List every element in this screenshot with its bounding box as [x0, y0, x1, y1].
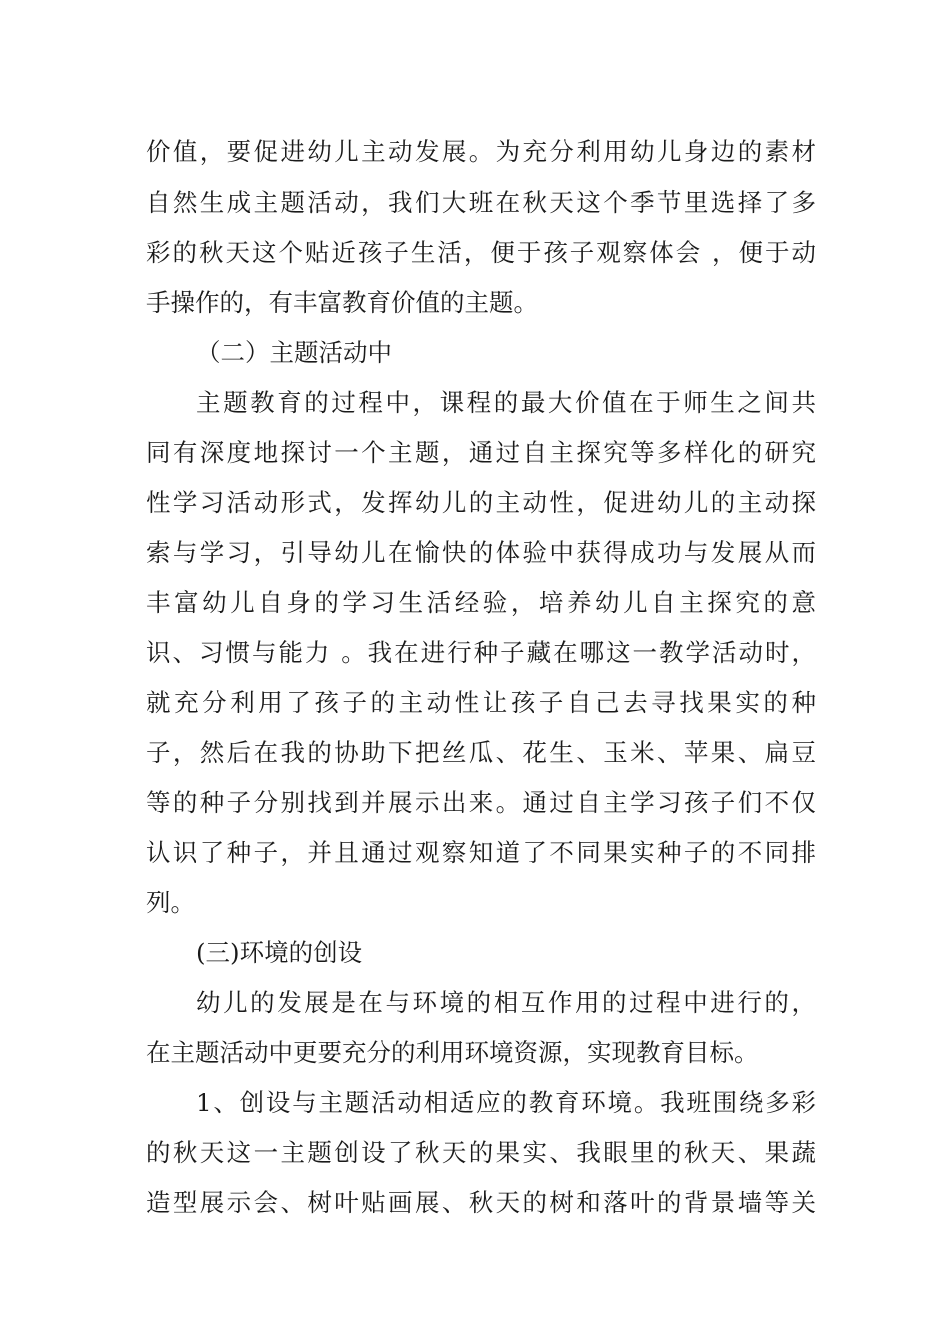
paragraph-line: 造型展示会、树叶贴画展、秋天的树和落叶的背景墙等关	[146, 1188, 816, 1217]
paragraph-line: 主题教育的过程中，课程的最大价值在于师生之间共	[196, 388, 816, 417]
paragraph-line: 索与学习，引导幼儿在愉快的体验中获得成功与发展从而	[146, 538, 816, 567]
section-heading-2: （二）主题活动中	[196, 338, 392, 367]
paragraph-line: 1、创设与主题活动相适应的教育环境。我班围绕多彩	[196, 1088, 816, 1117]
paragraph-line: 等的种子分别找到并展示出来。通过自主学习孩子们不仅	[146, 788, 816, 817]
paragraph-line: 列。	[146, 888, 195, 917]
paragraph-line: 彩的秋天这个贴近孩子生活，便于孩子观察体会 ，便于动	[146, 238, 816, 267]
paragraph-line: 手操作的，有丰富教育价值的主题。	[146, 288, 538, 317]
paragraph-line: 同有深度地探讨一个主题，通过自主探究等多样化的研究	[146, 438, 816, 467]
paragraph-line: 的秋天这一主题创设了秋天的果实、我眼里的秋天、果蔬	[146, 1138, 816, 1167]
paragraph-line: 幼儿的发展是在与环境的相互作用的过程中进行的，	[196, 988, 816, 1017]
paragraph-line: 性学习活动形式，发挥幼儿的主动性，促进幼儿的主动探	[146, 488, 816, 517]
paragraph-line: 价值，要促进幼儿主动发展。为充分利用幼儿身边的素材	[146, 137, 816, 166]
paragraph-line: 丰富幼儿自身的学习生活经验，培养幼儿自主探究的意	[146, 588, 816, 617]
paragraph-line: 就充分利用了孩子的主动性让孩子自己去寻找果实的种	[146, 688, 816, 717]
paragraph-line: 认识了种子，并且通过观察知道了不同果实种子的不同排	[146, 838, 816, 867]
paragraph-line: 子，然后在我的协助下把丝瓜、花生、玉米、苹果、扁豆	[146, 738, 816, 767]
paragraph-line: 在主题活动中更要充分的利用环境资源，实现教育目标。	[146, 1038, 759, 1067]
section-heading-3: (三)环境的创设	[196, 938, 363, 967]
paragraph-line: 识、习惯与能力 。我在进行种子藏在哪这一教学活动时，	[146, 638, 816, 667]
paragraph-line: 自然生成主题活动，我们大班在秋天这个季节里选择了多	[146, 188, 816, 217]
